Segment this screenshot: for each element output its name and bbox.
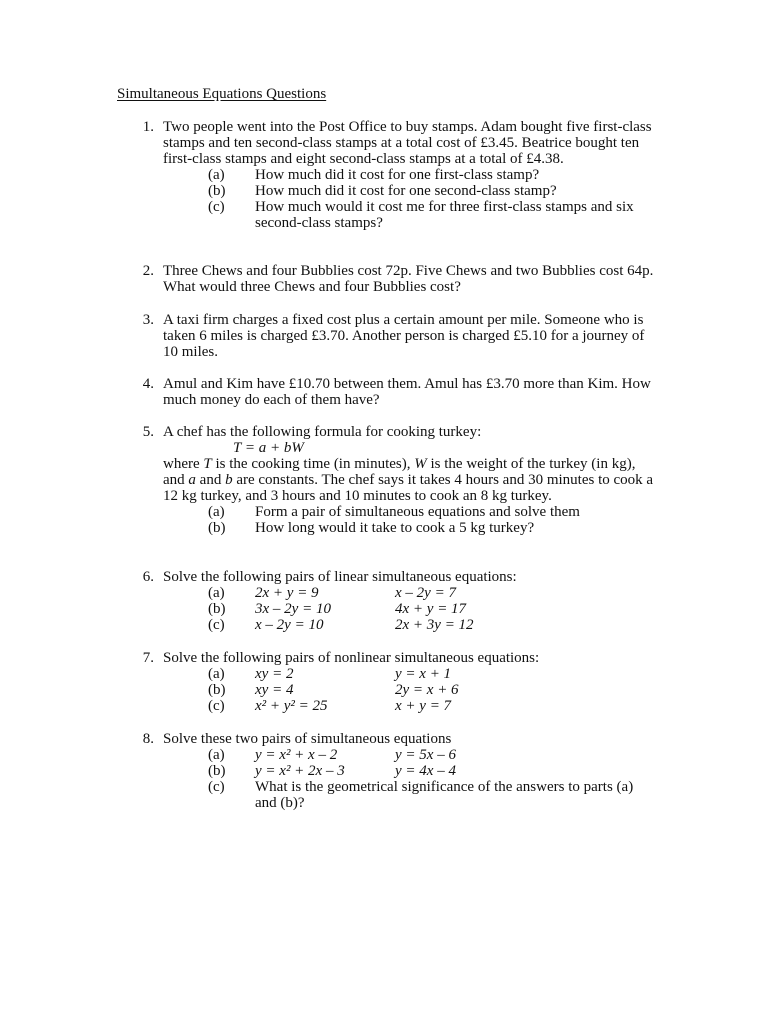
equation-1: y = x² + 2x – 3 [255,763,345,779]
equation-1: y = x² + x – 2 [255,747,338,763]
sub-label: (c) [208,779,225,795]
sub-label: (a) [208,585,225,601]
page-title: Simultaneous Equations Questions [117,86,327,102]
sub-question-c [138,779,658,811]
question-number: 2. [142,263,154,279]
sub-label: (b) [208,601,226,617]
formula-line [163,440,658,456]
equation-1: 2x + y = 9 [255,585,319,601]
question-text [163,456,658,504]
equation-1: x – 2y = 10 [255,617,324,633]
text-fragment: where [163,456,200,472]
equation-pair-c [138,617,658,633]
sub-text: How long would it take to cook a 5 kg turkey? [255,520,535,536]
equation-pair-a [138,585,658,601]
question-number: 8. [142,731,154,747]
sub-label: (a) [208,504,225,520]
sub-text: What is the geometrical significance of the answers to parts (a) and (b)? [255,779,634,811]
sub-label: (c) [208,698,225,714]
question-2 [138,263,658,295]
question-text: Solve the following pairs of linear simultaneous equations: [163,569,517,585]
equation-pair-a [138,747,658,763]
variable-b: b [225,472,233,488]
equation-2: 2x + 3y = 12 [395,617,474,633]
question-1 [138,119,658,231]
equation-pair-b [138,763,658,779]
question-text: A taxi firm charges a fixed cost plus a certain amount per mile. Someone who is taken 6 miles is charged £3.70. Another person is charged £5.10 for a journey of 10 miles. [163,312,645,360]
text-fragment: are constants. The chef says it takes 4 hours and 30 minutes to cook a 12 kg turkey, and 3 hours and 10 minutes to cook an 8 kg turkey. [163,472,654,504]
equation-1: x² + y² = 25 [255,698,328,714]
text-fragment: is the cooking time (in minutes), [215,456,411,472]
equation-1: 3x – 2y = 10 [255,601,331,617]
turkey-formula: T = a + bW [233,440,304,456]
sub-label: (b) [208,183,226,199]
sub-label: (b) [208,520,226,536]
equation-2: 2y = x + 6 [395,682,459,698]
equation-2: x + y = 7 [395,698,452,714]
equation-pair-b [138,601,658,617]
question-text: Three Chews and four Bubblies cost 72p. Five Chews and two Bubblies cost 64p. What would three Chews and four Bubblies cost? [163,263,654,295]
sub-label: (a) [208,167,225,183]
text-fragment: and [199,472,222,488]
variable-t: T [203,456,212,472]
sub-question-c [138,199,658,231]
sub-text: Form a pair of simultaneous equations and solve them [255,504,580,520]
sub-text: How much did it cost for one second-class stamp? [255,183,557,199]
sub-question-b [138,520,658,536]
sub-question-a [138,504,658,520]
question-number: 1. [142,119,154,135]
equation-2: y = x + 1 [395,666,452,682]
variable-w: W [414,456,427,472]
question-intro: A chef has the following formula for cooking turkey: [163,424,482,440]
variable-a: a [188,472,196,488]
equation-2: y = 5x – 6 [395,747,456,763]
question-number: 6. [142,569,154,585]
question-8 [138,731,658,811]
sub-label: (a) [208,666,225,682]
sub-question-a [138,167,658,183]
sub-question-b [138,183,658,199]
equation-1: xy = 4 [255,682,294,698]
question-6 [138,569,658,633]
question-5 [138,424,658,536]
sub-label: (b) [208,682,226,698]
equation-1: xy = 2 [255,666,294,682]
sub-label: (c) [208,617,225,633]
sub-label: (c) [208,199,225,215]
equation-2: 4x + y = 17 [395,601,467,617]
question-text: Two people went into the Post Office to buy stamps. Adam bought five first-class stamps and ten second-class stamps at a total cost of £3.45. Beatrice bought ten first-class stamps and eight second-class stamps at a total of £4.38. [163,119,652,167]
question-text: Amul and Kim have £10.70 between them. Amul has £3.70 more than Kim. How much money do each of them have? [163,376,651,408]
question-number: 5. [142,424,154,440]
equation-pair-b [138,682,658,698]
equation-pair-a [138,666,658,682]
question-text: Solve the following pairs of nonlinear simultaneous equations: [163,650,540,666]
question-4 [138,376,658,408]
question-number: 7. [142,650,154,666]
question-number: 4. [142,376,154,392]
sub-text: How much would it cost me for three first-class stamps and six second-class stamps? [255,199,634,231]
sub-label: (a) [208,747,225,763]
question-text: Solve these two pairs of simultaneous equations [163,731,452,747]
sub-label: (b) [208,763,226,779]
question-3 [138,312,658,360]
equation-pair-c [138,698,658,714]
sub-text: How much did it cost for one first-class stamp? [255,167,540,183]
text-fragment: is the weight of the turkey (in kg), and [163,456,636,488]
equation-2: y = 4x – 4 [395,763,456,779]
question-number: 3. [142,312,154,328]
question-7 [138,650,658,714]
equation-2: x – 2y = 7 [395,585,456,601]
